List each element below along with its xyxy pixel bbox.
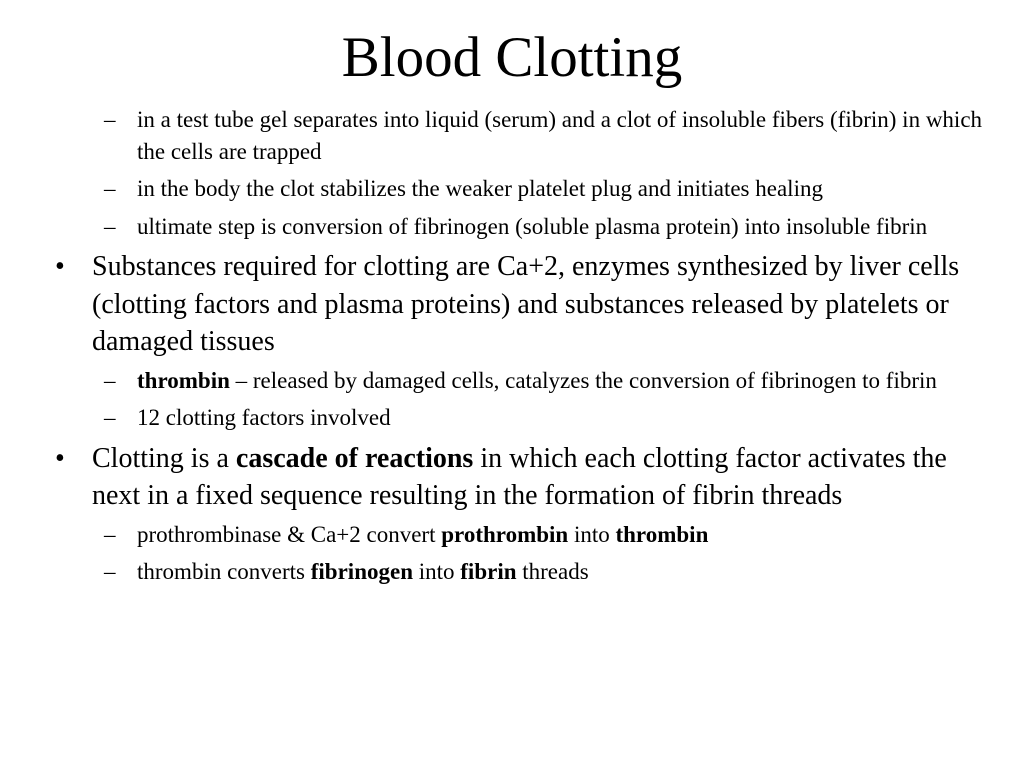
slide-body bbox=[0, 104, 1024, 594]
bullet-text: thrombin converts bbox=[137, 559, 311, 584]
sub-bullet-item bbox=[0, 402, 1024, 434]
sub-bullet-item bbox=[0, 104, 1024, 167]
bold-term: cascade of reactions bbox=[235, 442, 474, 474]
dash-marker: – bbox=[104, 521, 116, 547]
sub-bullet-item bbox=[0, 173, 1024, 205]
bullet-text: in a test tube gel separates into liquid (serum) and a clot of insoluble fibers (fibrin) in which the cells are trapped bbox=[137, 107, 983, 164]
bullet-item bbox=[0, 440, 1024, 515]
bold-term: prothrombin bbox=[441, 521, 569, 547]
bullet-text: into bbox=[412, 559, 461, 584]
bullet-text: in the body the clot stabilizes the weaker platelet plug and initiates healing bbox=[137, 176, 823, 201]
sub-bullet-item bbox=[0, 519, 1024, 551]
bullet-text: Substances required for clotting are Ca+2, enzymes synthesized by liver cells (clotting factors and plasma proteins) and substances released by platelets or damaged tissues bbox=[92, 251, 960, 357]
bullet-marker: • bbox=[55, 251, 65, 282]
dash-marker: – bbox=[104, 176, 116, 201]
dash-marker: – bbox=[104, 405, 116, 430]
bullet-text: threads bbox=[516, 559, 589, 584]
bold-term: thrombin bbox=[137, 367, 230, 393]
bold-term: fibrinogen bbox=[310, 559, 413, 584]
sub-bullet-item bbox=[0, 556, 1024, 588]
bullet-text: in which each clotting factor activates the next in a fixed sequence resulting in the formation of fibrin threads bbox=[92, 442, 947, 511]
dash-marker: – bbox=[104, 367, 116, 393]
bold-term: fibrin bbox=[460, 559, 517, 584]
sub-bullet-item bbox=[0, 365, 1024, 397]
bullet-text: – released by damaged cells, catalyzes the conversion of fibrinogen to fibrin bbox=[229, 367, 937, 393]
bold-term: thrombin bbox=[615, 521, 709, 547]
bullet-text: 12 clotting factors involved bbox=[137, 405, 391, 430]
dash-marker: – bbox=[104, 107, 116, 132]
dash-marker: – bbox=[104, 559, 116, 584]
bullet-text: prothrombinase & Ca+2 convert bbox=[137, 521, 442, 547]
sub-bullet-item bbox=[0, 211, 1024, 243]
dash-marker: – bbox=[104, 213, 116, 239]
bullet-item bbox=[0, 248, 1024, 361]
bullet-marker: • bbox=[55, 442, 65, 474]
slide-title: Blood Clotting bbox=[341, 26, 683, 89]
bullet-text: into bbox=[568, 521, 616, 547]
bullet-text: ultimate step is conversion of fibrinogen (soluble plasma protein) into insoluble fibrin bbox=[137, 213, 928, 239]
bullet-text: Clotting is a bbox=[92, 442, 236, 474]
